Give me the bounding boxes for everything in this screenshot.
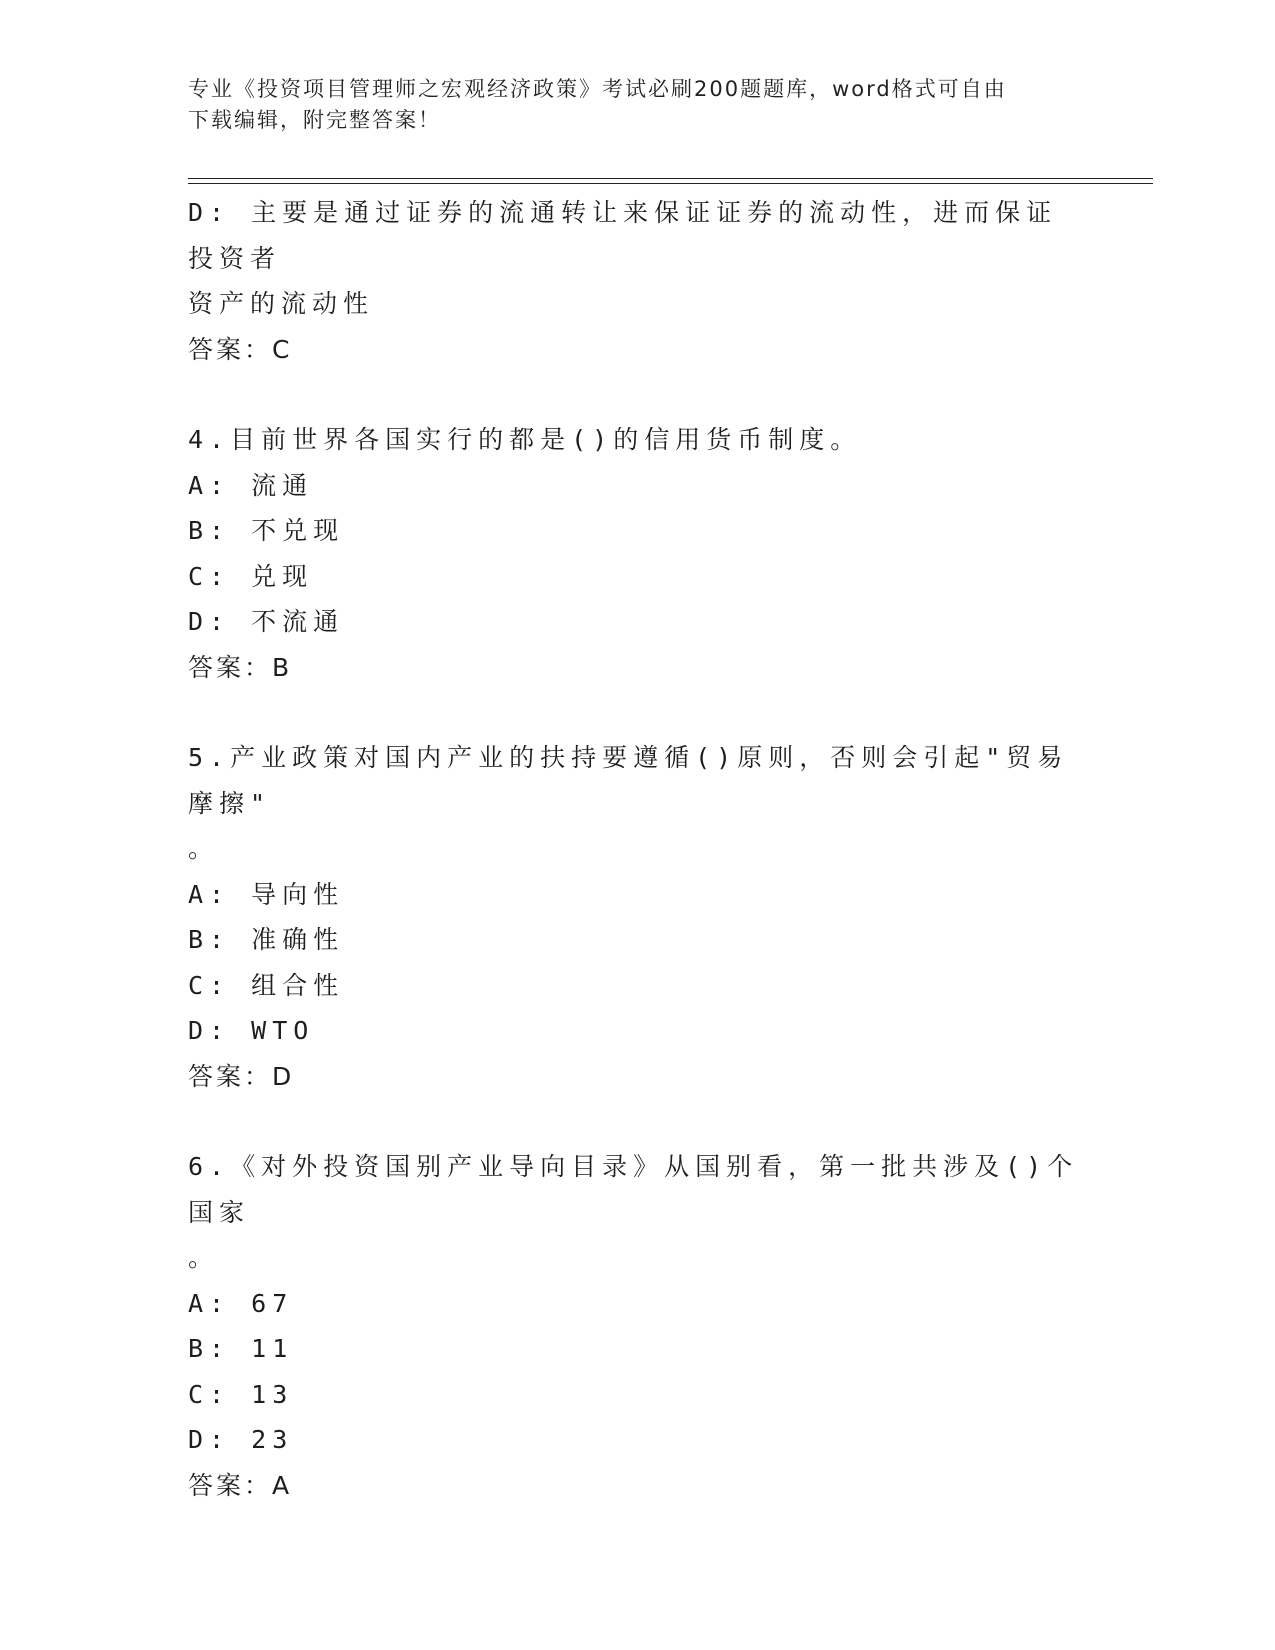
- option-d: D: 23: [188, 1425, 294, 1454]
- option-c: C: 组合性: [188, 970, 345, 1000]
- question-list: [188, 190, 1088, 1508]
- question-5: [188, 735, 1088, 1099]
- question-stem: 6.《对外投资国别产业导向目录》从国别看，第一批共涉及()个国家: [188, 1152, 1079, 1227]
- answer: 答案：A: [188, 1470, 293, 1500]
- option-c: C: 13: [188, 1379, 294, 1409]
- header-line-1: 专业《投资项目管理师之宏观经济政策》考试必刷200题题库，word格式可自由: [188, 77, 1007, 101]
- question-3-tail: [188, 190, 1088, 372]
- question-stem-continued: 。: [188, 1243, 220, 1272]
- option-d-continued: 资产的流动性: [188, 289, 375, 318]
- option-c: C: 兑现: [188, 561, 314, 591]
- option-a: A: 导向性: [188, 879, 345, 909]
- question-6: [188, 1144, 1088, 1508]
- answer: 答案：C: [188, 334, 293, 364]
- option-a: A: 67: [188, 1288, 294, 1318]
- question-4: [188, 417, 1088, 690]
- option-b: B: 不兑现: [188, 516, 345, 545]
- option-d: D: 主要是通过证券的流通转让来保证证券的流动性，进而保证投资者: [188, 198, 1058, 273]
- option-b: B: 准确性: [188, 925, 345, 954]
- answer: 答案：B: [188, 652, 293, 682]
- question-stem: 5.产业政策对国内产业的扶持要遵循()原则，否则会引起"贸易摩擦": [188, 743, 1069, 818]
- question-stem: 4.目前世界各国实行的都是()的信用货币制度。: [188, 425, 862, 454]
- header-rule-bottom: [188, 183, 1153, 184]
- spacer: [188, 372, 1088, 417]
- option-d: D: 不流通: [188, 607, 345, 636]
- spacer: [188, 1099, 1088, 1144]
- option-b: B: 11: [188, 1334, 294, 1363]
- option-a: A: 流通: [188, 470, 314, 500]
- header-line-2: 下载编辑，附完整答案！: [188, 108, 441, 132]
- document-header: [188, 74, 1068, 136]
- header-rule-top: [188, 178, 1153, 179]
- answer: 答案：D: [188, 1061, 295, 1091]
- spacer: [188, 690, 1088, 735]
- option-d: D: WTO: [188, 1016, 315, 1045]
- question-stem-continued: 。: [188, 834, 220, 863]
